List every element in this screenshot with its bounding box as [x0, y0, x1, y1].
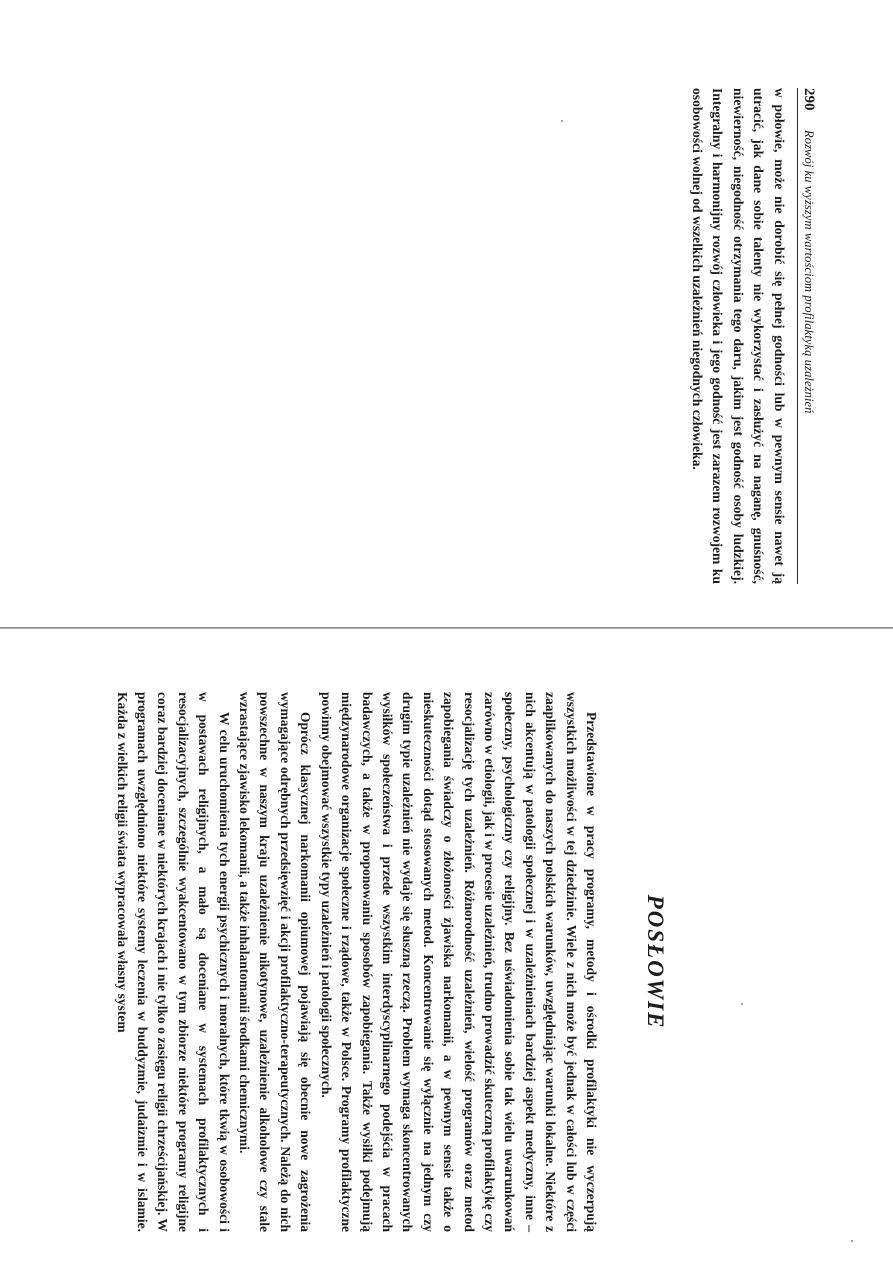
right-page [0, 632, 893, 1263]
scan-speck [561, 120, 563, 122]
body-paragraph: W celu uruchomienia tych energii psychicznych i moralnych, które tkwią w osobowości i w postawach religijnych, a mało są doceniane w systemach profilaktycznych i resocjalizacyjnych, szczególnie wyakcentowano w tym zbiorze niektóre programy religijne coraz bardziej doceniane w niektórych krajach i nie tylko o zasięgu religii chrześcijańskiej. W programach uwzględniono niektóre systemy leczenia w buddyzmie, judaizmie i w islamie. Każda z wielkich religii świata wypracowała własny system [114, 692, 232, 1232]
page-number: 290 [801, 88, 817, 111]
left-page-paragraph: w połowie, może nie dorobić się pełnej godności lub w pewnym sensie nawet ją utracić, jak dane sobie talenty nie wykorzystać i zasłużyć na naganę, gnuśność, niewierność, niegodność otrzymania tego daru, jakim jest godność osoby ludzkiej. Integralny i harmonijny rozwój człowieka i jego godność jest zarazem rozwojem ku osobowości wolnej od wszelkich uzależnień niegodnych człowieka. [689, 88, 787, 584]
body-paragraph: Przedstawione w pracy programy, metody i ośrodki profilaktyki nie wyczerpują wszystkich możliwości w tej dziedzinie. Wiele z nich może być jednak w całości lub w części zaaplikowanych do naszych polskich warunków, uwzględniając warunki lokalne. Niektóre z nich akcentują w patologii społecznej i w uzależnieniach bardziej aspekt medyczny, inne – społeczny, psychologiczny czy religijny. Bez uświadomienia sobie tak wielu uwarunkowań zarówno w etiologii, jak i w procesie uzależnień, trudno prowadzić skuteczną profilaktykę czy resocjalizację tych uzależnień. Różnorodność uzależnień, wielość programów oraz metod zapobiegania świadczy o złożoności zjawiska narkomanii, a w pewnym sensie także o nieskuteczności dotąd stosowanych metod. Koncentrowanie się wyłącznie na jednym czy drugim typie uzależnień nie wydaje się słuszną rzeczą. Problem wymaga skoncentrowanych wysiłków społeczeństwa i przede wszystkim interdyscyplinarnego podejścia w pracach badawczych, a także w proponowaniu sposobów zapobiegania. Także wysiłki podejmują międzynarodowe organizacje społeczne i rządowe, także w Polsce. Programy profilaktyczne powinny obejmować wszystkie typy uzależnień i patologii społecznych. [318, 692, 599, 1232]
chapter-title: POSŁOWIE [643, 894, 668, 1030]
body-paragraph: Oprócz klasycznej narkomanii opiumowej pojawiają się obecnie nowe zagrożenia wymagające odrębnych przedsięwzięć i akcji profilaktyczno-terapeutycznych. Należą do nich powszechne w naszym kraju uzależnienie nikotynowe, uzależnienie alkoholowe czy stale wzrastające zjawisko lekomanii, a także inhalantomanii środkami chemicznymi. [237, 692, 314, 1232]
chapter-body [111, 692, 601, 1232]
running-head [797, 88, 817, 584]
left-page [0, 0, 893, 626]
page-fold-divider [0, 627, 893, 629]
running-title: Rozwój ku wyższym wartościom profilaktyką uzależnień [802, 130, 816, 414]
